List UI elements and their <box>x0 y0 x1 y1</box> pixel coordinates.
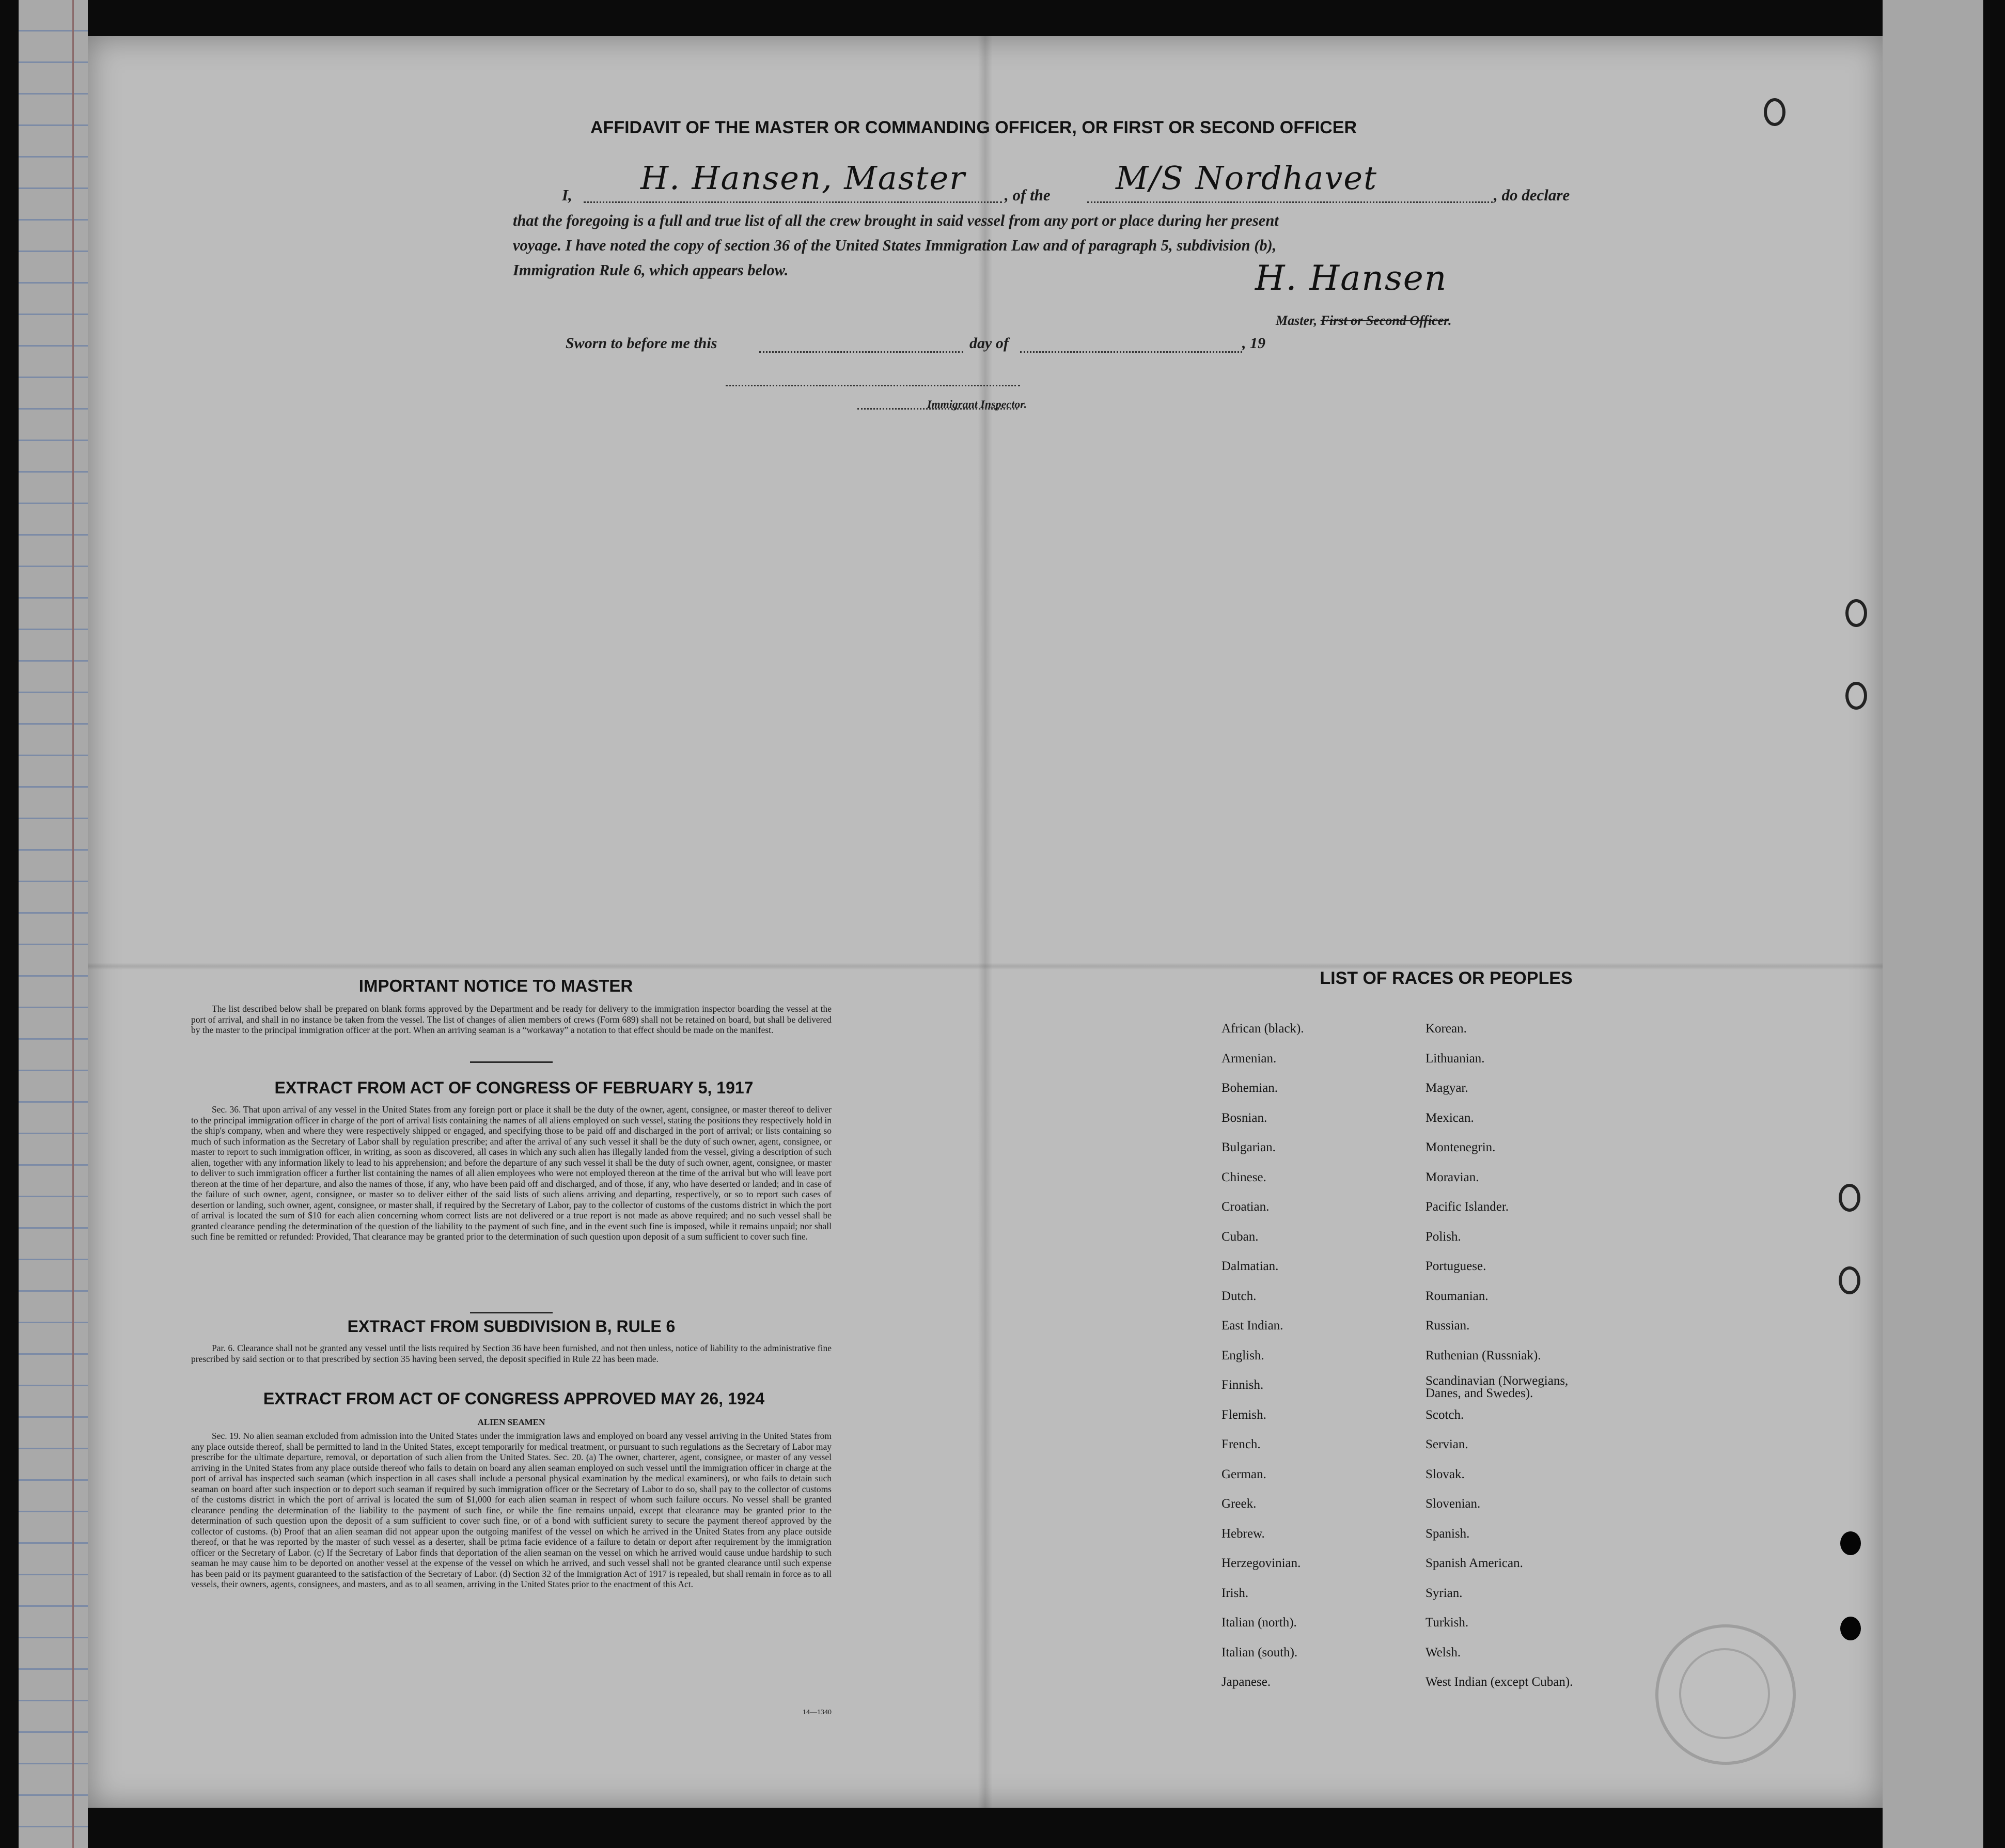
master-signature: H. Hansen <box>1255 258 1448 298</box>
form-number: 14—1340 <box>803 1709 832 1716</box>
scan-border-right <box>1983 0 2005 1848</box>
race-item: Turkish. <box>1426 1616 1469 1630</box>
race-item: English. <box>1221 1348 1264 1362</box>
race-item: Montenegrin. <box>1426 1140 1496 1154</box>
race-item: African (black). <box>1221 1022 1304 1036</box>
punch-hole <box>1839 1184 1860 1212</box>
race-item: Hebrew. <box>1221 1526 1265 1541</box>
race-item: Croatian. <box>1221 1200 1270 1214</box>
race-item: Spanish. <box>1426 1526 1470 1541</box>
race-item: Cuban. <box>1221 1229 1259 1244</box>
race-item: Bosnian. <box>1221 1110 1267 1125</box>
race-item: Dalmatian. <box>1221 1259 1279 1273</box>
margin-line <box>72 0 74 1848</box>
master-name-field <box>584 201 1002 203</box>
race-item: Dutch. <box>1221 1289 1257 1303</box>
adjacent-page-strip-left <box>0 0 88 1848</box>
punch-hole <box>1845 599 1867 627</box>
sig-struck-label: First or Second Officer <box>1320 313 1448 328</box>
affidavit-line-2: that the foregoing is a full and true list of all the crew brought in said vessel from any port or place during her present <box>513 212 1279 229</box>
race-item: Japanese. <box>1221 1675 1271 1689</box>
race-item: Ruthenian (Russniak). <box>1426 1348 1541 1362</box>
do-declare-label: , do declare <box>1494 186 1570 204</box>
race-item: Magyar. <box>1426 1081 1468 1095</box>
race-item: Portuguese. <box>1426 1259 1486 1273</box>
race-item: Slovenian. <box>1426 1497 1481 1511</box>
race-item: Mexican. <box>1426 1110 1474 1125</box>
race-item: Flemish. <box>1221 1407 1266 1422</box>
race-item: Roumanian. <box>1426 1289 1489 1303</box>
punch-hole-solid <box>1840 1617 1861 1640</box>
race-item: Polish. <box>1426 1229 1461 1244</box>
affidavit-title: AFFIDAVIT OF THE MASTER OR COMMANDING OFFICER, OR FIRST OR SECOND OFFICER <box>590 118 1357 137</box>
race-item: Syrian. <box>1426 1586 1463 1600</box>
punch-hole <box>1845 682 1867 710</box>
sworn-month-field <box>1020 351 1242 353</box>
i-label: I, <box>562 186 572 204</box>
sig-master-label: Master, <box>1276 313 1318 328</box>
punch-hole <box>1764 98 1785 126</box>
race-item: Bulgarian. <box>1221 1140 1276 1154</box>
punch-hole-solid <box>1840 1531 1861 1555</box>
of-the-label: , of the <box>1005 186 1051 204</box>
race-item: Spanish American. <box>1426 1556 1523 1570</box>
sworn-day-field <box>759 351 963 353</box>
embossed-seal <box>1655 1624 1796 1765</box>
notice-title: IMPORTANT NOTICE TO MASTER <box>358 976 633 995</box>
race-item: Korean. <box>1426 1022 1467 1036</box>
race-item: Scandinavian (Norwegians, Danes, and Swedes). <box>1426 1374 1569 1400</box>
race-item: Irish. <box>1221 1586 1249 1600</box>
race-item: Moravian. <box>1426 1170 1479 1184</box>
race-item: Herzegovinian. <box>1221 1556 1301 1570</box>
race-item: Scotch. <box>1426 1407 1464 1422</box>
affidavit-line-3: voyage. I have noted the copy of section 36 of the United States Immigration Law and of paragraph 5, subdivision (b), <box>513 237 1277 254</box>
vessel-name-field <box>1087 201 1493 203</box>
extract-1924-subtitle: ALIEN SEAMEN <box>477 1417 545 1427</box>
inspector-signature-line <box>726 385 1020 386</box>
race-item: Pacific Islander. <box>1426 1200 1509 1214</box>
race-item: German. <box>1221 1467 1266 1481</box>
extract-1917-title: EXTRACT FROM ACT OF CONGRESS OF FEBRUARY 5, 1917 <box>274 1078 754 1097</box>
race-item: Servian. <box>1426 1437 1468 1451</box>
race-item: Finnish. <box>1221 1378 1264 1392</box>
extract-rule6-body: Par. 6. Clearance shall not be granted any vessel until the lists required by Section 36 have been furnished, and not then unless, notice of liability to the administrative fine prescribed by said section or to that prescribed by section 35 having been served, the deposit specified in Rule 22 has been made. <box>191 1343 832 1364</box>
sworn-label: Sworn to before me this <box>566 335 717 352</box>
inspector-label: Immigrant Inspector. <box>927 398 1027 411</box>
race-item: French. <box>1221 1437 1261 1451</box>
document-page <box>88 36 1883 1808</box>
extract-1924-body: Sec. 19. No alien seaman excluded from admission into the United States under the immigration laws and employed on board any vessel arriving in the United States from any place outside thereof, shall be permitted to land in the United States, except temporarily for medical treatment, or pursuant to such regulations as the Secretary of Labor may prescribe for the ultimate departure, removal, or deportation of such alien from the United States. Sec. 20. (a) The owner, charterer, agent, consignee, or master of any vessel arriving in the United States from any place outside thereof who fails to detain on board any alien seaman employed on such vessel until the immigration officer in charge at the port of arrival has inspected such seaman (which inspection in all cases shall include a personal physical examination by the medical examiners), or who fails to detain such seaman on board after such inspection or to deport such seaman if required by such immigration officer or the Secretary of Labor to do so, shall pay to the collector of customs of the customs district in which the port of arrival is located the sum of $1,000 for each alien seaman in respect of whom such failure occurs. No vessel shall be granted clearance pending the determination of the liability to the payment of such fine, or while the fine remains unpaid, except that clearance may be granted prior to the determination of such question upon the deposit of a sum sufficient to cover such fine, or of a bond with sufficient surety to secure the payment thereof approved by the collector of customs. (b) Proof that an alien seaman did not appear upon the outgoing manifest of the vessel on which he arrived in the United States from any place outside thereof, or that he was reported by the master of such vessel as a deserter, shall be prima facie evidence of a failure to detain or deport after requirement by the immigration officer or the Secretary of Labor. (c) If the Secretary of Labor finds that deportation of the alien seaman on the vessel on which he arrived would cause undue hardship to such seaman he may cause him to be deported on another vessel at the expense of the vessel on which he arrived, and such vessel shall not be granted clearance until such expense has been paid or its payment guaranteed to the satisfaction of the Secretary of Labor. (d) Section 32 of the Immigration Act of 1917 is repealed, but shall remain in force as to all vessels, their owners, agents, consignees, and masters, and as to all seamen, arriving in the United States prior to the enactment of this Act. <box>191 1431 832 1589</box>
year-label: , 19 <box>1242 335 1265 352</box>
race-item: Greek. <box>1221 1497 1257 1511</box>
adjacent-page-strip-right <box>1883 0 2005 1848</box>
scan-border-left <box>0 0 19 1848</box>
signature-caption <box>1276 313 1451 328</box>
race-item: Chinese. <box>1221 1170 1266 1184</box>
divider-1 <box>470 1061 553 1063</box>
sig-period: . <box>1448 313 1452 328</box>
extract-rule6-title: EXTRACT FROM SUBDIVISION B, RULE 6 <box>347 1317 676 1336</box>
race-item: Italian (south). <box>1221 1645 1298 1659</box>
race-item: Bohemian. <box>1221 1081 1278 1095</box>
race-item: Welsh. <box>1426 1645 1461 1659</box>
master-name-handwritten: H. Hansen, Master <box>640 159 966 197</box>
vessel-name-handwritten: M/S Nordhavet <box>1116 159 1377 197</box>
race-item: West Indian (except Cuban). <box>1426 1675 1573 1689</box>
races-title: LIST OF RACES OR PEOPLES <box>1320 968 1573 988</box>
race-item: Lithuanian. <box>1426 1051 1485 1066</box>
notice-body: The list described below shall be prepared on blank forms approved by the Department and be ready for delivery to the immigration inspector boarding the vessel at the port of arrival, and shall in no instance be taken from the vessel. The list of changes of alien members of crews (Form 689) shall not be retained on board, but shall be delivered by the master to the principal immigration officer at the port. When an arriving seaman is a “workaway” a notation to that effect should be made on the manifest. <box>191 1004 832 1035</box>
extract-1917-body: Sec. 36. That upon arrival of any vessel in the United States from any foreign port or place it shall be the duty of the owner, agent, consignee, or master thereof to deliver to the principal immigration officer in charge of the port of arrival lists containing the names of all aliens employed on such vessel, stating the positions they respectively hold in the ship's company, when and where they were respectively shipped or engaged, and specifying those to be paid off and discharged in the port of arrival; or lists containing so much of such information as the Secretary of Labor shall by regulation prescribe; and after the arrival of any such vessel it shall be the duty of such owner, agent, consignee, or master to report to such immigration officer, in writing, as soon as discovered, all cases in which any such alien has illegally landed from the vessel, giving a description of such alien, together with any information likely to lead to his apprehension; and before the departure of any such vessel it shall be the duty of such owner, agent, consignee, or master to deliver to such immigration officer a further list containing the names of all alien employees who were not employed thereon at the time of the arrival but who will leave port thereon at the time of her departure, and also the names of those, if any, who have been paid off and discharged, and of those, if any, who have deserted or landed; and in case of the failure of such owner, agent, consignee, or master so to deliver either of the said lists of such aliens arriving and departing, respectively, or so to report such cases of desertion or landing, such owner, agent, consignee, or master shall, if required by the Secretary of Labor, pay to the collector of customs of the customs district in which the port of arrival is located the sum of $10 for each alien concerning whom correct lists are not delivered or a true report is not made as above required; and no such vessel shall be granted clearance pending the determination of the question of the liability to the payment of such fine, and in the event such fine is imposed, while it remains unpaid; nor shall such fine be remitted or refunded: Provided, That clearance may be granted prior to the determination of such question upon deposit of a sum sufficient to cover such fine. <box>191 1104 832 1242</box>
extract-1924-title: EXTRACT FROM ACT OF CONGRESS APPROVED MAY 26, 1924 <box>263 1389 765 1408</box>
punch-hole <box>1839 1266 1860 1294</box>
race-item: Slovak. <box>1426 1467 1465 1481</box>
affidavit-line-4: Immigration Rule 6, which appears below. <box>513 261 789 279</box>
day-of-label: day of <box>969 335 1009 352</box>
race-item: Italian (north). <box>1221 1616 1297 1630</box>
race-item: Armenian. <box>1221 1051 1277 1066</box>
race-item: Russian. <box>1426 1319 1470 1333</box>
divider-2 <box>470 1312 553 1313</box>
race-item: East Indian. <box>1221 1319 1283 1333</box>
